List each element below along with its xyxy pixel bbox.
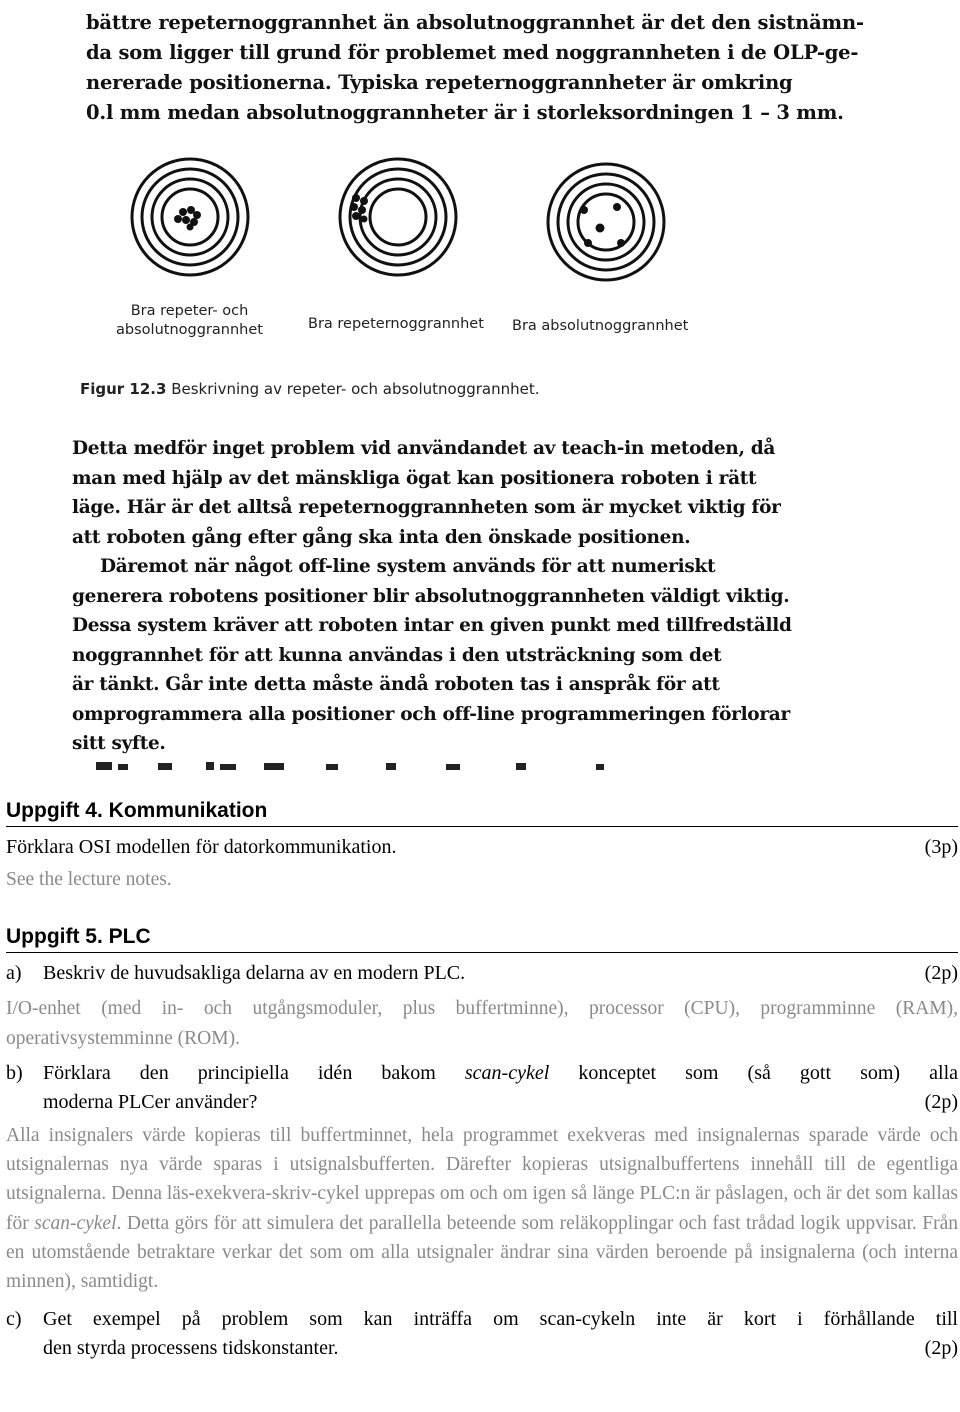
scan-intro-line: nererade positionerna. Typiska repeternoggrannheter är omkring [86, 71, 793, 94]
task-5c-label: c) [6, 1307, 22, 1330]
task-5b-question-line1: Förklara den principiella idén bakom scan-cykel konceptet som (så gott som) alla [43, 1061, 959, 1084]
scan-body-line: läge. Här är det alltså repeternoggrannheten som är mycket viktig för [72, 497, 781, 518]
scan-body-line: Detta medför inget problem vid användandet av teach-in metoden, då [72, 438, 776, 459]
task-4-question-text: Förklara OSI modellen för datorkommunikation. [6, 836, 397, 858]
shot-cluster-offset [350, 194, 368, 223]
scan-body-line: sitt syfte. [72, 733, 166, 754]
task-5c-question-line1: Get exempel på problem som kan inträffa om scan-cykeln inte är kort i förhållande till [43, 1307, 958, 1330]
task-4-answer: See the lecture notes. [6, 869, 172, 890]
accuracy-targets-figure [0, 140, 960, 300]
target-good-repeat-and-absolute [132, 159, 248, 275]
heading-rule [6, 826, 958, 827]
target-good-absolute-accuracy [548, 164, 664, 280]
task-5b-points: (2p) [924, 1090, 958, 1113]
exam-content [6, 796, 958, 1363]
scan-body-line: Däremot när något off-line system används för att numeriskt [100, 556, 716, 577]
scan-body-line: är tänkt. Går inte detta måste ändå roboten tas i anspråk för att [72, 674, 720, 695]
task-4-heading: Uppgift 4. Kommunikation [6, 799, 268, 822]
scan-body-line: Dessa system kräver att roboten intar en given punkt med tillfredställd [72, 615, 792, 636]
target-label-left: Bra repeter- och absolutnoggrannhet [116, 303, 263, 338]
task-5c-points: (2p) [924, 1336, 958, 1359]
task-5a-points: (2p) [924, 962, 958, 985]
target-label-middle: Bra repeternoggrannhet [308, 316, 484, 332]
task-5a-answer: I/O-enhet (med in- och utgångsmoduler, plus buffertminne), processor (CPU), programminne (RAM), operativsystemminne (ROM). [6, 998, 958, 1049]
scan-body-line: man med hjälp av det mänskliga ögat kan positionera roboten i rätt [72, 467, 757, 489]
task-5 [6, 922, 958, 1362]
task-4 [6, 796, 958, 894]
cropped-text-remnant [96, 758, 616, 770]
task-5a-question-text: Beskriv de huvudsakliga delarna av en modern PLC. [43, 962, 466, 985]
task-5b-answer: Alla insignalers värde kopieras till buffertminnet, hela programmet exekveras med insignalernas sparade värde och utsignalernas nya värde sparas i utsignalsbufferten. Därefter kopieras utsignalbuffertens innehåll till de egentliga utsignalerna. Denna läs-exekvera-skriv-cykel upprepas om och om igen så länge PLC:n är påslagen, och är det som kallas för scan-cykel. Detta görs för att simulera det parallella beteende som reläkopplingar och fast trådad logik uppvisar. Från en utomstående betraktare verkar det som om alla utsignaler ändrar sina värden beroende på insignalerna (och interna minnen), samtidigt. [6, 1124, 958, 1293]
task-4-points: (3p) [924, 836, 958, 858]
figure-caption-text: Beskrivning av repeter- och absolutnoggrannhet. [171, 380, 540, 398]
scan-body-line: att roboten gång efter gång ska inta den önskade positionen. [72, 526, 691, 548]
heading-rule [6, 952, 958, 953]
term-scan-cykel: scan-cykel [34, 1212, 117, 1234]
shot-cluster-centered [174, 206, 201, 231]
scan-body-line: omprogrammera alla positioner och off-line programmeringen förlorar [72, 703, 790, 725]
task-5-heading: Uppgift 5. PLC [6, 925, 151, 949]
scan-intro-line: 0.l mm medan absolutnoggrannheter är i storleksordningen 1 – 3 mm. [86, 101, 844, 124]
target-label-right: Bra absolutnoggrannhet [512, 318, 689, 334]
shot-scatter-around-center [580, 203, 625, 247]
scan-body-line: generera robotens positioner blir absolutnoggrannheten väldigt viktig. [72, 585, 790, 607]
task-5a-label: a) [6, 962, 22, 985]
task-5c-question [6, 1305, 958, 1363]
scan-body-line: noggrannhet för att kunna användas i den utsträckning som det [72, 644, 722, 666]
scan-intro-line: bättre repeternoggrannhet än absolutnoggrannhet är det den sistnämn- [86, 11, 864, 34]
task-5b-question-line2: moderna PLCer använder? (2p) [43, 1088, 958, 1117]
scan-body-paragraph [72, 434, 792, 759]
task-5c-question-line2: den styrda processens tidskonstanter. (2p) [43, 1334, 958, 1363]
figure-caption [80, 380, 540, 398]
figure-number: Figur 12.3 [80, 380, 167, 398]
task-5b-question [6, 1059, 958, 1117]
term-scan-cykel: scan-cykel [464, 1061, 550, 1084]
scan-intro-line: da som ligger till grund för problemet med noggrannheten i de OLP-ge- [86, 41, 859, 64]
task-4-question [6, 833, 958, 862]
scan-intro-paragraph [86, 8, 864, 128]
task-5b-label: b) [6, 1061, 23, 1084]
task-5a-question [6, 959, 958, 988]
